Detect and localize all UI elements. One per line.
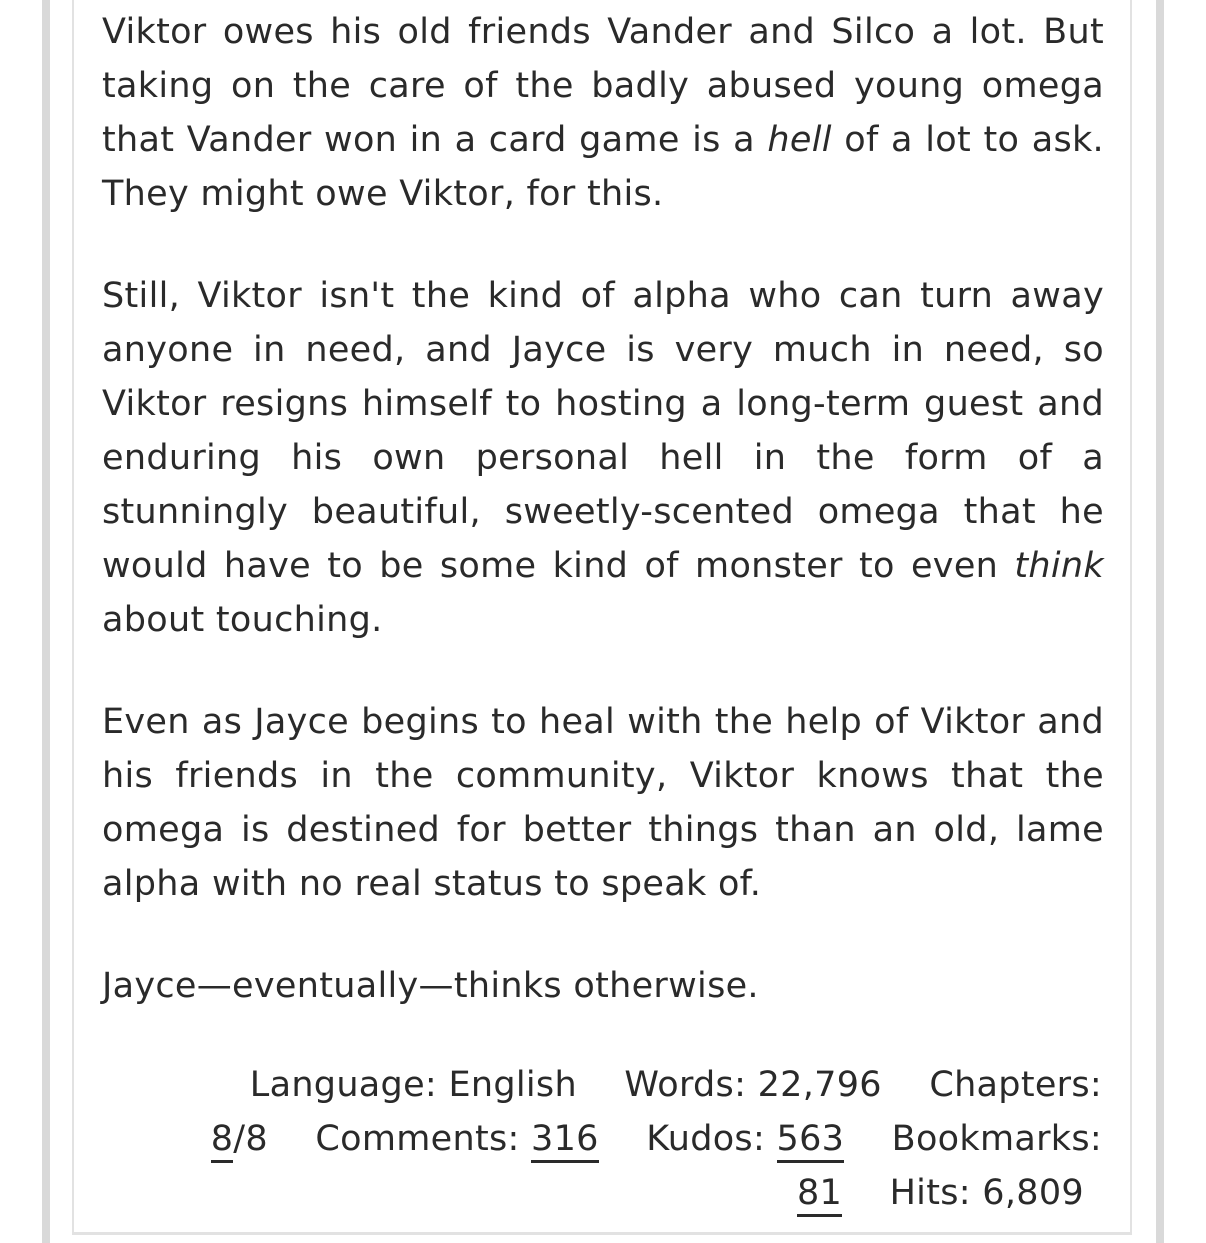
- stat-label: Hits:: [889, 1173, 971, 1213]
- kudos-link[interactable]: 563: [777, 1119, 845, 1163]
- summary-paragraph-3: Even as Jayce begins to heal with the help of Viktor and his friends in the community, Viktor knows that the omega is destined for better things than an old, lame alpha with no real status to speak of.: [102, 702, 1104, 904]
- work-stats: [160, 1058, 1102, 1220]
- summary-text: about touching.: [102, 600, 383, 640]
- stat-value: 22,796: [757, 1065, 882, 1105]
- stat-bookmarks-label: Bookmarks:: [891, 1119, 1102, 1159]
- stat-value: English: [448, 1065, 577, 1105]
- summary-text: Still, Viktor isn't the kind of alpha who can turn away anyone in need, and Jayce is very much in need, so Viktor resigns himself to hosting a long-term guest and enduring his own personal hell in the form of a stunningly beautiful, sweetly-scented omega that he would have to be some kind of monster to even: [102, 276, 1104, 586]
- summary-paragraph-4: Jayce—eventually—thinks otherwise.: [102, 966, 759, 1006]
- stat-chapters-label: Chapters:: [929, 1065, 1102, 1105]
- stat-bookmarks: [797, 1173, 842, 1217]
- summary-emphasis: hell: [767, 120, 832, 160]
- stat-label: Language:: [249, 1065, 438, 1105]
- stat-label: Words:: [624, 1065, 747, 1105]
- stat-label: Kudos:: [646, 1119, 766, 1159]
- summary-text: of a lot to ask. They might owe Viktor, for this.: [102, 120, 1104, 214]
- stat-value: /8: [233, 1119, 268, 1159]
- stat-words: [624, 1065, 882, 1105]
- stat-language: [250, 1065, 577, 1105]
- stat-value: 6,809: [982, 1173, 1084, 1213]
- work-summary: [102, 5, 1104, 1061]
- stat-label: Comments:: [315, 1119, 520, 1159]
- chapters-latest-link[interactable]: 8: [211, 1119, 234, 1163]
- stat-chapters: [211, 1119, 268, 1163]
- bookmarks-link[interactable]: 81: [797, 1173, 842, 1217]
- stat-kudos: [646, 1119, 844, 1163]
- summary-text: Viktor owes his old friends Vander and Silco a lot. But taking on the care of the badly abused young omega that Vander won in a card game is a: [102, 12, 1104, 160]
- stat-hits: [890, 1173, 1084, 1213]
- stat-comments: [315, 1119, 598, 1163]
- comments-link[interactable]: 316: [531, 1119, 599, 1163]
- summary-paragraph-1: [102, 5, 1104, 221]
- summary-paragraph-2: [102, 269, 1104, 647]
- summary-emphasis: think: [1014, 546, 1104, 586]
